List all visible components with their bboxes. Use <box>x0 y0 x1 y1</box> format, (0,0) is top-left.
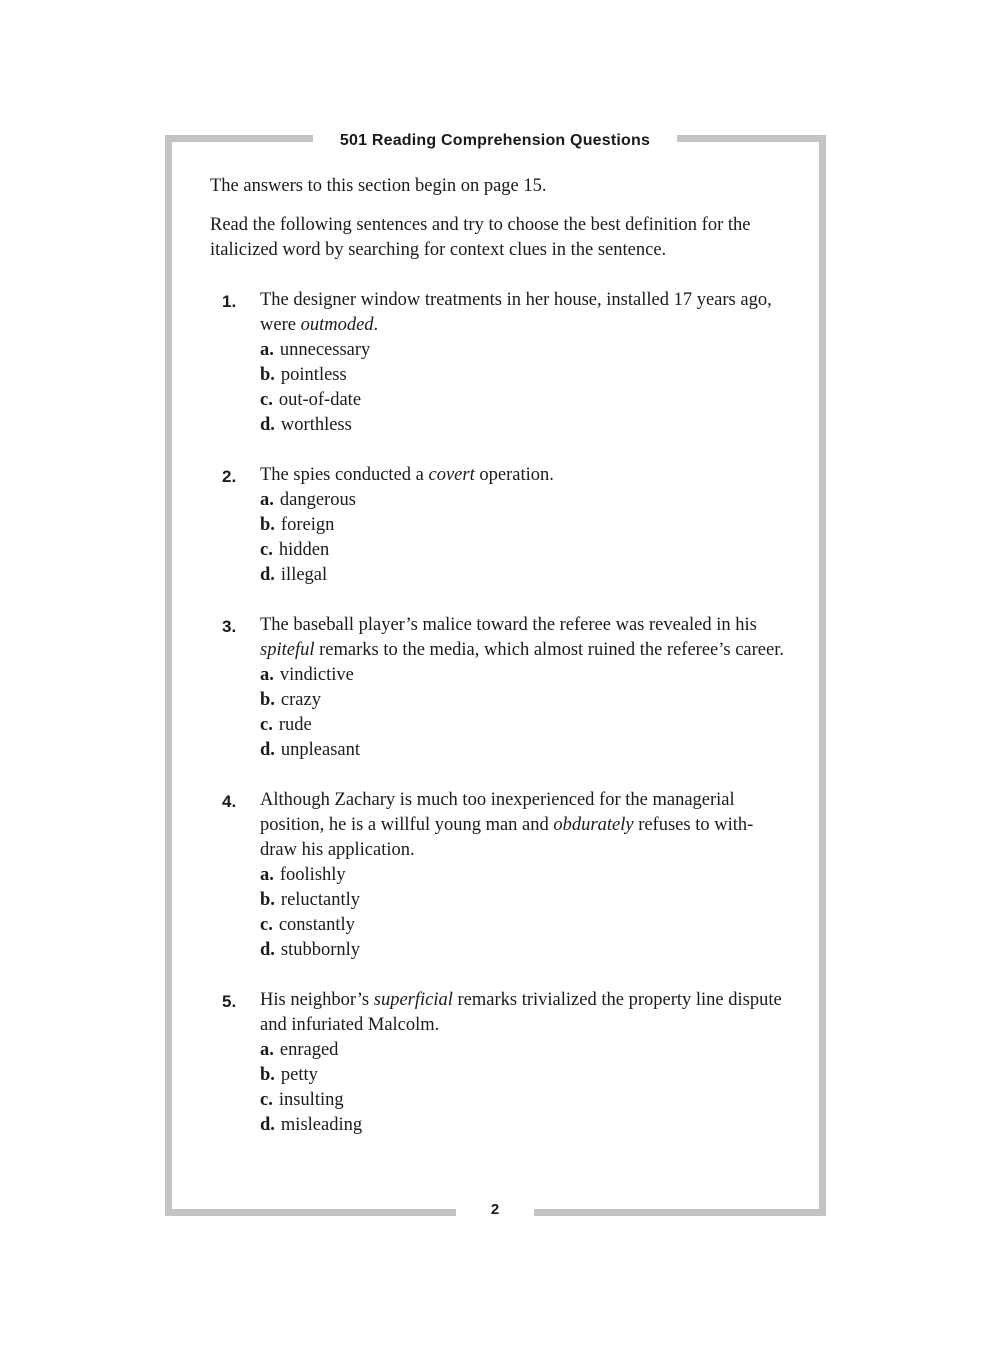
frame-top-left-rule <box>165 135 313 142</box>
answer-options <box>260 863 790 963</box>
option-text: worthless <box>280 415 352 435</box>
frame-top-right-rule <box>677 135 826 142</box>
option-text: insulting <box>278 1090 344 1110</box>
frame-bottom-left-rule <box>165 1209 456 1216</box>
answer-option <box>260 488 790 513</box>
answer-options <box>260 1038 790 1138</box>
answer-option <box>260 538 790 563</box>
stem-text: refuses to with-draw his application. <box>260 815 754 860</box>
option-text: vindictive <box>279 665 354 685</box>
italic-word: covert <box>428 465 475 485</box>
question-number: 1. <box>222 292 237 311</box>
option-text: unnecessary <box>279 340 371 360</box>
question-2 <box>210 463 790 588</box>
question-stem <box>260 788 790 863</box>
answer-option <box>260 1063 790 1088</box>
question-5 <box>210 988 790 1138</box>
option-letter: a. <box>260 665 274 685</box>
frame-right-rule <box>819 135 826 1216</box>
question-3 <box>210 613 790 763</box>
option-text: unpleasant <box>280 740 361 760</box>
stem-text: Although Zachary is much too inexperienced for the managerial position, he is a willful young man and <box>260 790 735 835</box>
option-text: rude <box>278 715 312 735</box>
answer-options <box>260 338 790 438</box>
option-text: crazy <box>280 690 321 710</box>
answer-option <box>260 663 790 688</box>
stem-text: remarks to the media, which almost ruined the referee’s career. <box>314 640 784 660</box>
answer-option <box>260 738 790 763</box>
instructions: Read the following sentences and try to choose the best definition for the italicized word by searching for context clues in the sentence. <box>210 215 751 260</box>
question-stem <box>260 613 790 663</box>
question-number: 3. <box>222 617 237 636</box>
option-text: illegal <box>280 565 328 585</box>
answer-option <box>260 713 790 738</box>
option-text: hidden <box>278 540 330 560</box>
option-text: stubbornly <box>280 940 361 960</box>
question-number: 4. <box>222 792 237 811</box>
option-text: constantly <box>278 915 355 935</box>
option-letter: d. <box>260 940 275 960</box>
option-letter: c. <box>260 715 273 735</box>
option-letter: c. <box>260 1090 273 1110</box>
option-letter: c. <box>260 540 273 560</box>
stem-text: operation. <box>474 465 554 485</box>
stem-text: remarks trivialized the property line dispute and infuriated Malcolm. <box>260 990 782 1035</box>
page-content <box>210 174 790 1163</box>
option-letter: d. <box>260 565 275 585</box>
question-4 <box>210 788 790 963</box>
question-stem <box>260 988 790 1038</box>
option-letter: d. <box>260 1115 275 1135</box>
answer-option <box>260 513 790 538</box>
page-number: 2 <box>490 1201 500 1218</box>
answer-option <box>260 938 790 963</box>
answer-option <box>260 363 790 388</box>
stem-text: . <box>373 315 379 335</box>
option-letter: b. <box>260 1065 275 1085</box>
frame-left-rule <box>165 135 172 1216</box>
answer-options <box>260 488 790 588</box>
question-stem <box>260 288 790 338</box>
italic-word: spiteful <box>260 640 315 660</box>
answer-option <box>260 413 790 438</box>
answers-note: The answers to this section begin on page 15. <box>210 176 547 196</box>
option-text: out-of-date <box>278 390 362 410</box>
italic-word: outmoded <box>300 315 374 335</box>
question-1 <box>210 288 790 438</box>
option-text: reluctantly <box>280 890 361 910</box>
answer-option <box>260 1088 790 1113</box>
frame-bottom-right-rule <box>534 1209 826 1216</box>
answer-option <box>260 688 790 713</box>
option-text: foolishly <box>279 865 346 885</box>
option-text: foreign <box>280 515 335 535</box>
option-letter: a. <box>260 490 274 510</box>
option-letter: b. <box>260 365 275 385</box>
running-head: 501 Reading Comprehension Questions <box>339 132 651 149</box>
option-letter: c. <box>260 915 273 935</box>
answer-option <box>260 388 790 413</box>
option-letter: d. <box>260 415 275 435</box>
answer-option <box>260 338 790 363</box>
option-text: misleading <box>280 1115 363 1135</box>
option-letter: a. <box>260 865 274 885</box>
answer-option <box>260 913 790 938</box>
answer-option <box>260 888 790 913</box>
answer-option <box>260 563 790 588</box>
answer-option <box>260 1113 790 1138</box>
answer-options <box>260 663 790 763</box>
option-text: petty <box>280 1065 318 1085</box>
option-text: pointless <box>280 365 347 385</box>
question-stem <box>260 463 790 488</box>
italic-word: superficial <box>373 990 453 1010</box>
option-letter: a. <box>260 340 274 360</box>
question-number: 2. <box>222 467 237 486</box>
option-letter: a. <box>260 1040 274 1060</box>
option-letter: b. <box>260 515 275 535</box>
option-letter: d. <box>260 740 275 760</box>
option-text: dangerous <box>279 490 356 510</box>
stem-text: His neighbor’s <box>260 990 374 1010</box>
question-number: 5. <box>222 992 237 1011</box>
answer-option <box>260 1038 790 1063</box>
stem-text: The spies conducted a <box>260 465 429 485</box>
answer-option <box>260 863 790 888</box>
option-text: enraged <box>279 1040 339 1060</box>
stem-text: The designer window treatments in her house, installed 17 years ago, were <box>260 290 772 335</box>
option-letter: b. <box>260 890 275 910</box>
question-list <box>210 288 790 1138</box>
italic-word: obdurately <box>553 815 634 835</box>
option-letter: b. <box>260 690 275 710</box>
stem-text: The baseball player’s malice toward the referee was revealed in his <box>260 615 757 635</box>
option-letter: c. <box>260 390 273 410</box>
